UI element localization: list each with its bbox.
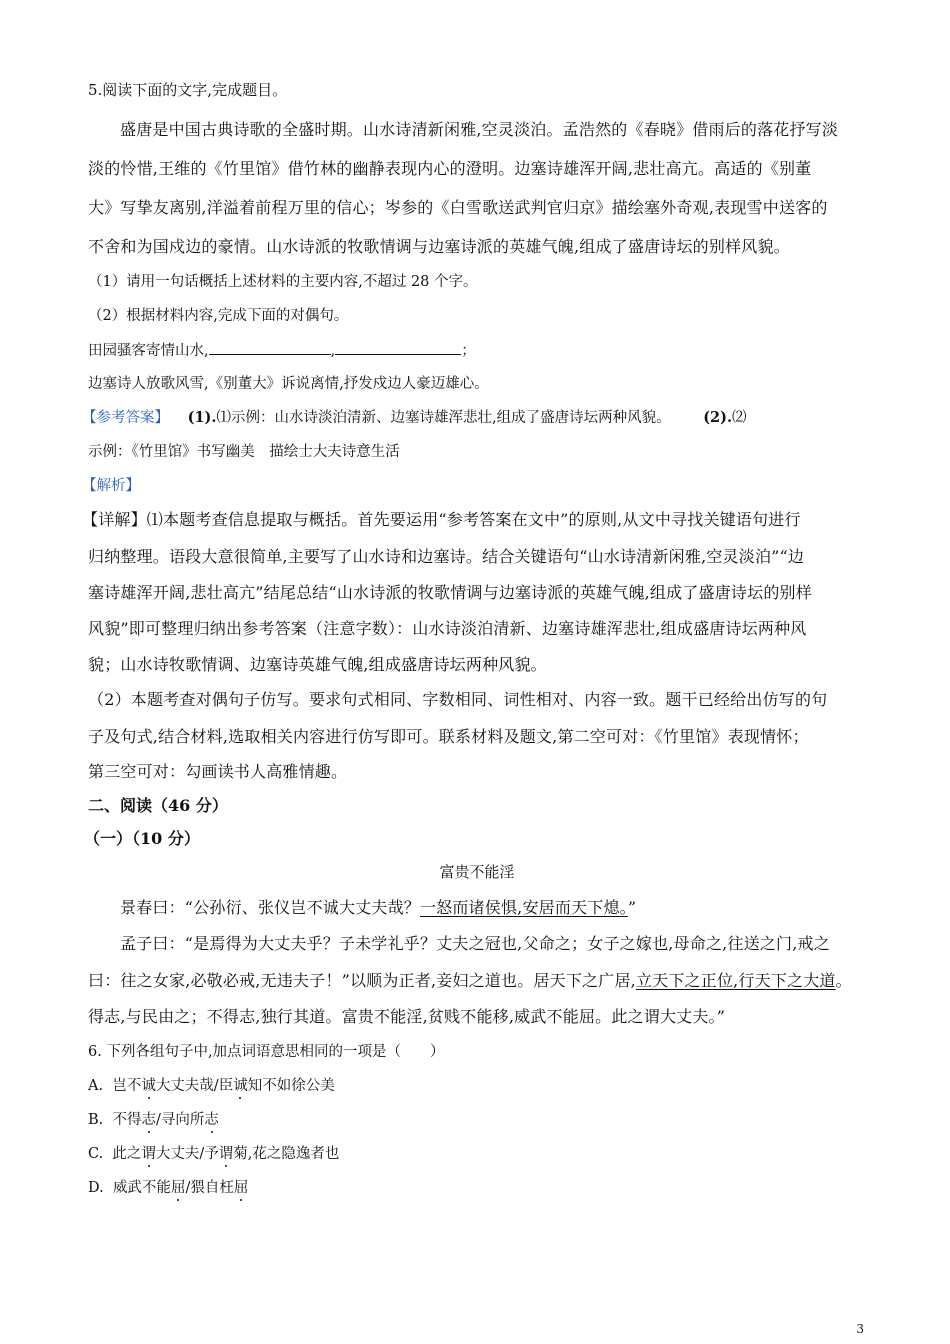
couplet-1-prefix: 田园骚客寄情山水, [88,343,209,359]
detail2-line-1: （2）本题考查对偶句子仿写。要求句式相同、字数相同、词性相对、内容一致。题干已经给出仿写的句 [88,690,828,709]
classical-paragraph-1 [120,898,636,918]
section-2-title: 二、阅读（46 分） [88,796,228,815]
detail2-line-2: 子及句式,结合材料,选取相关内容进行仿写即可。联系材料及题文,第二空可对：《竹里馆》表现情怀； [88,727,809,746]
option-d-text-2: /猥自枉 [185,1180,234,1196]
classical-paragraph-2-line-3: 得志,与民由之；不得志,独行其道。富贵不能淫,贫贱不能移,威武不能屈。此之谓大丈夫。” [88,1007,726,1026]
detail-line-1: 【详解】⑴本题考查信息提取与概括。首先要运用“参考答案在文中”的原则,从文中寻找关键语句进行 [82,510,801,529]
answer-blank-2[interactable] [335,340,461,355]
option-a-text-2: 大丈夫哉/臣 [155,1078,234,1094]
option-b-text-1: 不得 [112,1112,142,1128]
couplet-line-2: 边塞诗人放歌风雪,《别董大》诉说离情,抒发戍边人豪迈雄心。 [88,376,489,392]
question-5-header: 5.阅读下面的文字,完成题目。 [88,81,288,99]
option-a-dotted-word-2: 诚 [233,1078,248,1094]
answer-line-1 [82,408,747,428]
option-a-text-3: 知不如徐公美 [247,1078,335,1094]
option-c-dotted-word-1: 谓 [141,1146,156,1162]
answer-line-2: 示例：《竹里馆》书写幽美 描绘士大夫诗意生活 [88,444,400,460]
couplet-1-end: ； [461,343,476,359]
detail-line-2: 归纳整理。语段大意很简单,主要写了山水诗和边塞诗。结合关键语句“山水诗清新闲雅,空灵淡泊”“边 [88,547,805,566]
option-c-label: C. [88,1146,104,1162]
option-d-dotted-word-2: 屈 [233,1180,249,1196]
option-a-dotted-word-1: 诚 [141,1078,156,1094]
detail-line-3: 塞诗雄浑开阔,悲壮高亢”结尾总结“山水诗派的牧歌情调与边塞诗派的英雄气魄,组成了盛唐诗坛的别样 [88,583,812,602]
answer-1-text: ⑴示例：山水诗淡泊清新、边塞诗雄浑悲壮,组成了盛唐诗坛两种风貌。 [216,410,671,426]
analysis-label: 【解析】 [82,478,140,494]
p1-underlined: 一怒而诸侯惧,安居而天下熄。 [419,898,628,917]
option-b-label: B. [88,1112,104,1128]
option-b[interactable] [88,1110,219,1130]
option-c-text-2: 大丈夫/予 [155,1146,219,1162]
p1-text-a: 景春曰：“公孙衍、张仪岂不诚大丈夫哉？ [120,898,420,917]
answer-blank-1[interactable] [209,340,331,355]
couplet-line-1 [88,340,476,361]
detail-line-5: 貌；山水诗牧歌情调、边塞诗英雄气魄,组成盛唐诗坛两种风貌。 [88,655,547,674]
classical-paragraph-2-line-2 [88,971,852,991]
option-d[interactable] [88,1178,248,1198]
passage-line-1: 盛唐是中国古典诗歌的全盛时期。山水诗清新闲雅,空灵淡泊。孟浩然的《春晓》借雨后的落花抒写淡 [120,120,839,139]
option-b-dotted-word-2: 志 [204,1112,219,1128]
option-d-text-1: 威武不能 [112,1180,171,1196]
option-d-dotted-word-1: 屈 [170,1180,186,1196]
passage-title: 富贵不能淫 [439,863,515,881]
p2-underlined: 立天下之正位,行天下之大道 [635,971,836,990]
classical-paragraph-2-line-1: 孟子曰：“是焉得为大丈夫乎？子未学礼乎？丈夫之冠也,父命之；女子之嫁也,母命之,往送之门,戒之 [120,934,830,953]
passage-line-4: 不舍和为国戍边的豪情。山水诗派的牧歌情调与边塞诗派的英雄气魄,组成了盛唐诗坛的别样风貌。 [88,237,790,256]
option-d-label: D. [88,1180,104,1196]
passage-line-2: 淡的怜惜,王维的《竹里馆》借竹林的幽静表现内心的澄明。边塞诗雄浑开阔,悲壮高亢。高适的《别董 [88,159,812,178]
option-a[interactable] [88,1076,335,1096]
question-6-stem: 6. 下列各组句子中,加点词语意思相同的一项是（ ） [88,1044,445,1060]
sub-question-2: （2）根据材料内容,完成下面的对偶句。 [88,308,349,324]
option-a-text-1: 岂不 [112,1078,142,1094]
option-b-text-2: /寻向所 [155,1112,205,1128]
option-c-text-1: 此之 [112,1146,142,1162]
option-b-dotted-word-1: 志 [141,1112,156,1128]
p1-text-b: ” [627,898,637,917]
answer-label: 【参考答案】 [82,410,169,426]
detail-line-4: 风貌”即可整理归纳出参考答案（注意字数）：山水诗淡泊清新、边塞诗雄浑悲壮,组成盛唐诗坛两种风 [88,619,807,638]
option-a-label: A. [88,1078,104,1094]
section-2-part-1: （一）（10 分） [84,829,200,848]
couplet-1-separator: , [330,343,336,359]
p2-text-b: 。 [835,971,852,990]
option-c[interactable] [88,1144,339,1164]
option-c-dotted-word-2: 谓 [218,1146,234,1162]
answer-2-number: (2). [703,409,733,426]
answer-2-tail: ⑵ [732,410,747,426]
p2-text-a: 曰：往之女家,必敬必戒,无违夫子！”以顺为正者,妾妇之道也。居天下之广居, [88,971,636,990]
page-number: 3 [856,1322,864,1336]
answer-1-number: (1). [187,409,217,426]
sub-question-1: （1）请用一句话概括上述材料的主要内容,不超过 28 个字。 [88,274,478,290]
detail2-line-3: 第三空可对：勾画读书人高雅情趣。 [88,762,348,781]
option-c-text-3: 菊,花之隐逸者也 [233,1146,340,1162]
passage-line-3: 大》写挚友离别,洋溢着前程万里的信心；岑参的《白雪歌送武判官归京》描绘塞外奇观,表现雪中送客的 [88,198,828,217]
